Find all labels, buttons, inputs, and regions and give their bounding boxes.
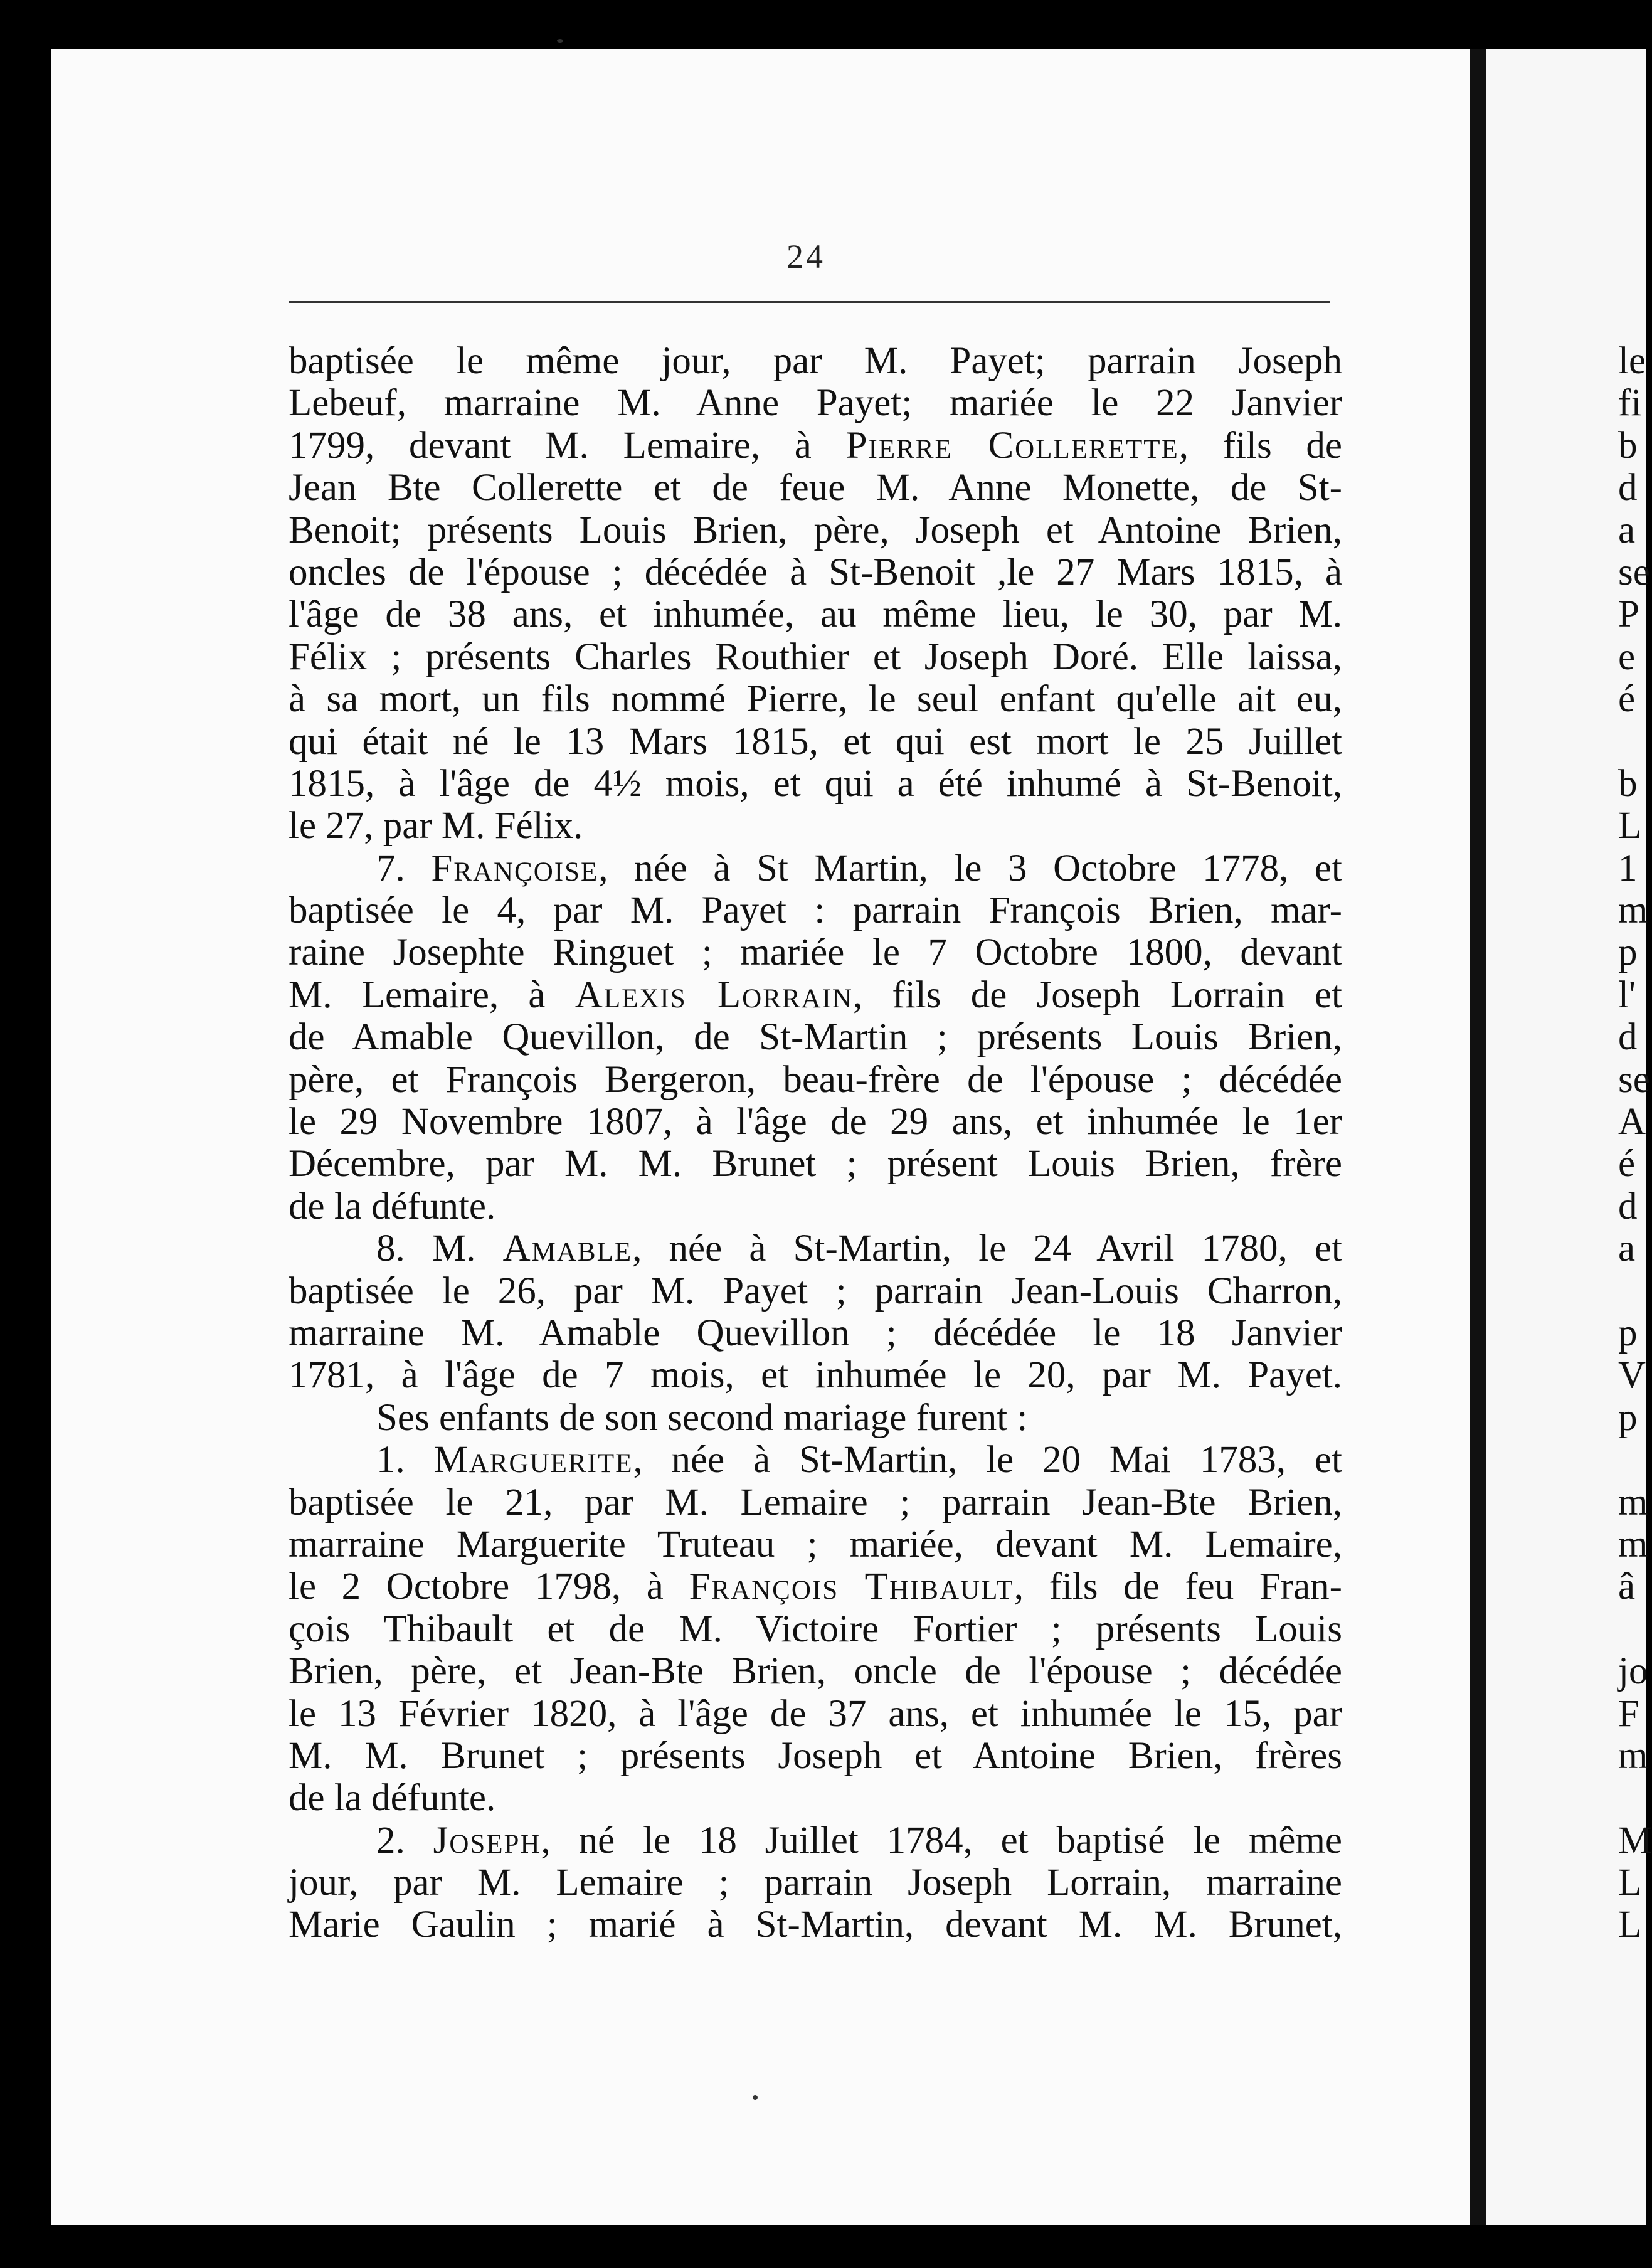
small-caps-name: Françoise (431, 847, 599, 889)
text-line: baptisée le 21, par M. Lemaire ; parrain Jean-Bte Brien, (289, 1481, 1342, 1523)
next-page-fragment: m (1618, 889, 1648, 932)
next-page-fragment: â (1618, 1566, 1636, 1608)
text-line: Lebeuf, marraine M. Anne Payet; mariée le 22 Janvier (289, 382, 1342, 425)
next-page-fragment: P (1618, 593, 1639, 636)
text-line: Marie Gaulin ; marié à St-Martin, devant M. M. Brunet, (289, 1904, 1342, 1946)
text-line (289, 425, 1342, 467)
next-page-fragment: m (1618, 1481, 1648, 1523)
text-segment: , fils de (1178, 424, 1343, 467)
text-line: baptisée le 4, par M. Payet : parrain François Brien, mar- (289, 889, 1342, 932)
next-page-fragment: L (1618, 1904, 1642, 1946)
text-line: oncles de l'épouse ; décédée à St-Benoit ,le 27 Mars 1815, à (289, 551, 1342, 593)
next-page-fragment: d (1618, 1016, 1638, 1059)
text-line: Décembre, par M. M. Brunet ; présent Louis Brien, frère (289, 1143, 1342, 1185)
next-page-fragment: jo (1618, 1650, 1648, 1693)
next-page-fragment: L (1618, 1862, 1642, 1904)
next-page-fragment: p (1618, 1312, 1638, 1354)
next-page-fragment: m (1618, 1734, 1648, 1777)
next-page-fragment: d (1618, 1185, 1638, 1227)
small-caps-name: François Thibault (689, 1566, 1014, 1608)
page-body-text (289, 340, 1342, 1946)
next-page-fragment: d (1618, 467, 1638, 509)
text-line (289, 974, 1342, 1016)
text-line: baptisée le même jour, par M. Payet; parrain Joseph (289, 340, 1342, 382)
next-page-fragment: l' (1618, 973, 1636, 1016)
next-page-fragment: é (1618, 1143, 1636, 1185)
text-line: de Amable Quevillon, de St-Martin ; présents Louis Brien, (289, 1016, 1342, 1059)
text-line (289, 847, 1342, 889)
next-page-fragment: b (1618, 424, 1638, 467)
next-page-fragment: é (1618, 678, 1636, 721)
next-page-fragment: le (1618, 340, 1646, 382)
next-page-fragment: a (1618, 1227, 1636, 1270)
text-segment: 1799, devant M. Lemaire, à (289, 424, 846, 467)
text-line: marraine M. Amable Quevillon ; décédée le 18 Janvier (289, 1312, 1342, 1354)
next-page-fragment: b (1618, 762, 1638, 805)
text-segment: le 2 Octobre 1798, à (289, 1566, 689, 1608)
text-segment: , né le 18 Juillet 1784, et baptisé le même (541, 1819, 1343, 1862)
next-page-fragment: p (1618, 931, 1638, 974)
text-segment: , née à St Martin, le 3 Octobre 1778, et (598, 847, 1342, 889)
text-line: Ses enfants de son second mariage furent : (376, 1396, 1028, 1439)
text-line: 1815, à l'âge de 4½ mois, et qui a été inhumé à St-Benoit, (289, 762, 1342, 805)
text-line: Brien, père, et Jean-Bte Brien, oncle de l'épouse ; décédée (289, 1650, 1342, 1693)
next-page-fragment: m (1618, 1523, 1648, 1566)
next-page-fragment: fi (1618, 382, 1642, 425)
text-line: le 29 Novembre 1807, à l'âge de 29 ans, et inhumée le 1er (289, 1101, 1342, 1143)
text-segment: , née à St-Martin, le 20 Mai 1783, et (633, 1439, 1342, 1481)
text-line: baptisée le 26, par M. Payet ; parrain Jean-Louis Charron, (289, 1269, 1342, 1312)
next-page-fragment: e (1618, 635, 1636, 678)
small-caps-name: Marguerite (433, 1439, 633, 1481)
text-line: Benoit; présents Louis Brien, père, Joseph et Antoine Brien, (289, 509, 1342, 551)
text-segment: , fils de Joseph Lorrain et (853, 973, 1342, 1016)
small-caps-name: Pierre Collerette (845, 424, 1179, 467)
text-line (289, 1566, 1342, 1608)
text-line (289, 1227, 1342, 1269)
text-segment: 1. (376, 1439, 434, 1481)
small-caps-name: Joseph (433, 1819, 541, 1862)
next-page-text-fragments (1618, 340, 1652, 1946)
next-page-fragment: se (1618, 551, 1650, 593)
next-page-fragment: a (1618, 509, 1636, 551)
text-line: l'âge de 38 ans, et inhumée, au même lieu, le 30, par M. (289, 593, 1342, 636)
text-line: père, et François Bergeron, beau-frère de l'épouse ; décédée (289, 1058, 1342, 1101)
text-line (289, 1439, 1342, 1481)
text-line: de la défunte. (289, 1777, 496, 1820)
scan-speck (557, 39, 563, 43)
text-line: qui était né le 13 Mars 1815, et qui est mort le 25 Juillet (289, 720, 1342, 763)
text-segment: 2. (376, 1819, 433, 1862)
text-segment: M. Lemaire, à (289, 973, 575, 1016)
text-line: 1781, à l'âge de 7 mois, et inhumée le 20, par M. Payet. (289, 1354, 1342, 1397)
text-line: le 27, par M. Félix. (289, 805, 583, 847)
text-line: M. M. Brunet ; présents Joseph et Antoine Brien, frères (289, 1734, 1342, 1777)
next-page-fragment: 1 (1618, 847, 1638, 889)
page-gutter (1470, 49, 1486, 2225)
text-line: marraine Marguerite Truteau ; mariée, devant M. Lemaire, (289, 1523, 1342, 1566)
next-page-fragment: M (1618, 1819, 1652, 1862)
small-caps-name: Amable (502, 1227, 633, 1270)
next-page-fragment: p (1618, 1396, 1638, 1439)
header-rule (289, 301, 1330, 303)
text-line: raine Josephte Ringuet ; mariée le 7 Octobre 1800, devant (289, 931, 1342, 974)
text-line: de la défunte. (289, 1185, 496, 1227)
small-caps-name: Alexis Lorrain (574, 973, 853, 1016)
next-page-fragment: se (1618, 1058, 1650, 1101)
text-segment: , fils de feu Fran- (1014, 1566, 1342, 1608)
text-line: le 13 Février 1820, à l'âge de 37 ans, et inhumée le 15, par (289, 1692, 1342, 1735)
text-line: çois Thibault et de M. Victoire Fortier ; présents Louis (289, 1608, 1342, 1650)
text-line (289, 1820, 1342, 1862)
text-segment: , née à St-Martin, le 24 Avril 1780, et (632, 1227, 1342, 1270)
text-line: Jean Bte Collerette et de feue M. Anne Monette, de St- (289, 467, 1342, 509)
text-line: Félix ; présents Charles Routhier et Joseph Doré. Elle laissa, (289, 635, 1342, 678)
next-page-fragment: F (1618, 1692, 1639, 1735)
scan-speck (753, 2095, 758, 2100)
next-page-fragment: L (1618, 805, 1642, 847)
text-segment: 8. M. (376, 1227, 503, 1270)
text-segment: 7. (376, 847, 432, 889)
next-page-fragment: A (1618, 1101, 1646, 1143)
next-page-fragment: V (1618, 1354, 1646, 1397)
page-number: 24 (786, 238, 825, 275)
text-line: à sa mort, un fils nommé Pierre, le seul enfant qu'elle ait eu, (289, 678, 1342, 721)
text-line: jour, par M. Lemaire ; parrain Joseph Lorrain, marraine (289, 1862, 1342, 1904)
